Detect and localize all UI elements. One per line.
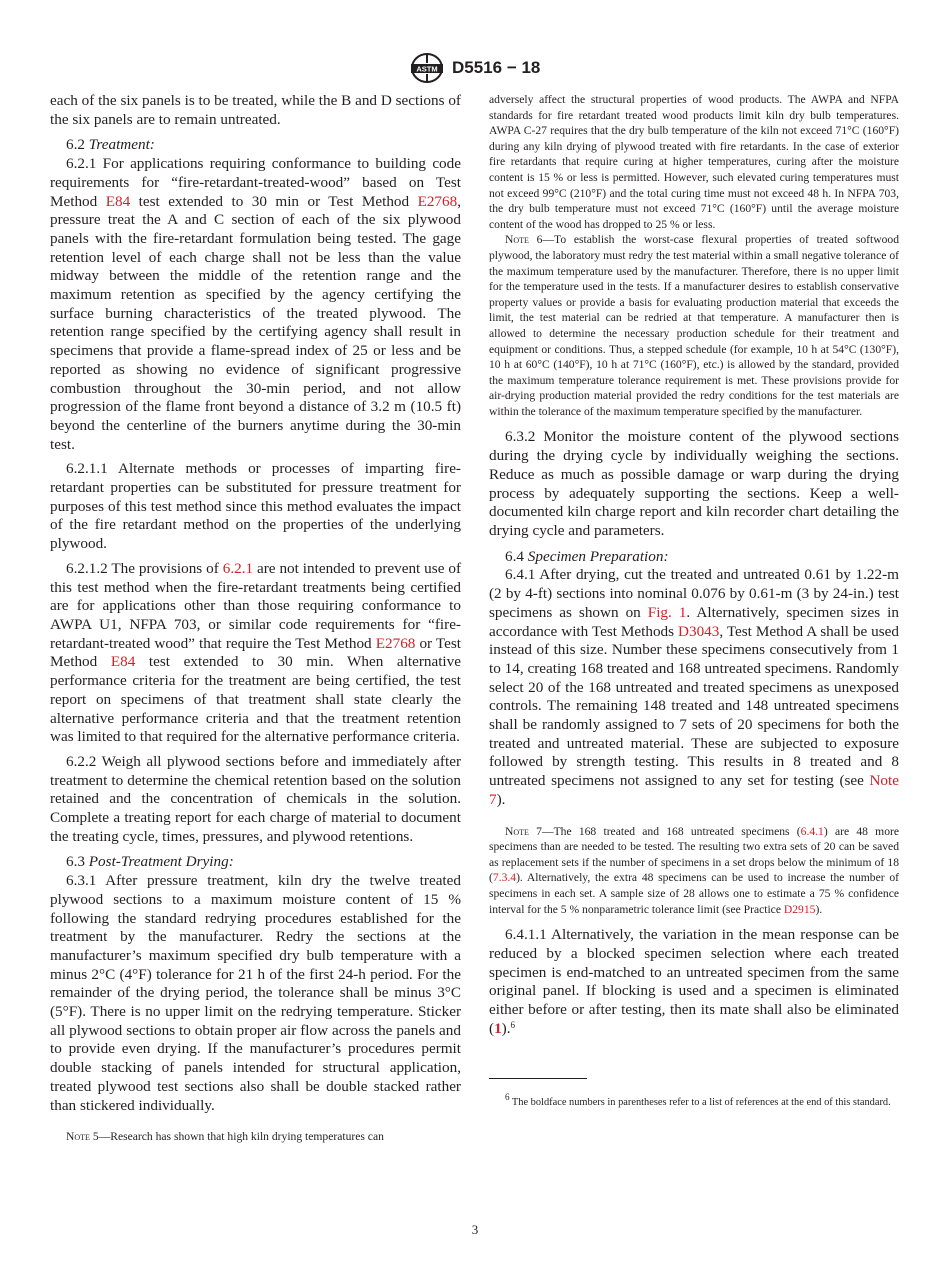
page-number: 3	[471, 1222, 479, 1237]
link-e84[interactable]: E84	[105, 192, 131, 210]
paragraph-6-2-1: 6.2.1 For applications requiring conformance to building code requirements for “fire-retardant-treated-wood” based on Test Method E84 test extended to 30 min or Test Method E2768, pressure treat the A and C section of each of the six plywood panels with the fire-retardant formulation being tested. The gage retention level of each charge shall not be less than the value midway between the middle of the retention range and the maximum retention as specified by the agency certifying the surface burning characteristics of the treated plywood. The retention range specified by the certifying agency shall result in specimens that provide a flame-spread index of 25 or less and be reported as showing no evidence of significant progressive combustion throughout the 30-min period, and not allow progression of the flame front beyond a distance of 3.2 m (10.5 ft) beyond the centerline of the burners anytime during the 30-min test.	[50, 155, 462, 453]
paragraph-6-3-2: 6.3.2 Monitor the moisture content of the plywood sections during the drying cycle by individually weighing the sections. Reduce as much as possible damage or warp during the drying process by adequately supporting the sections. Keep a well-documented kiln charge report and kiln recorder chart detailing the drying cycle and parameters.	[489, 428, 899, 539]
page-header	[0, 52, 950, 86]
section-6-2-heading: 6.2 Treatment:	[66, 136, 155, 154]
footnote-marker: 6	[510, 1019, 516, 1030]
footnote-divider	[489, 1078, 587, 1079]
paragraph-6-2-1-2: 6.2.1.2 The provisions of 6.2.1 are not intended to prevent use of this test method when the fire-retardant treatments being certified are for applications other than those requiring conformance to AWPA U1, NFPA 703, or similar code requirements for “fire-retardant-treated wood” that require the Test Method E2768 or Test Method E84 test extended to 30 min. When alternative performance criteria for the treatment are being certified, the test report on specimens of that treatment shall state clearly the alternative performance criteria and that the treatment retention was limited to that required for the alternative performance criteria.	[50, 559, 461, 746]
document-designation: D5516 − 18	[452, 58, 541, 77]
paragraph-6-4-1: 6.4.1 After drying, cut the treated and untreated 0.61 by 1.22-m (2 by 4-ft) sections into nominal 0.076 by 0.61-m (3 by 24-in.) test specimens as shown on Fig. 1. Alternatively, specimen sizes in accordance with Test Methods D3043, Test Method A shall be used instead of this size. Number these specimens consecutively from 1 to 14, creating 168 treated and 168 untreated specimens. Randomly select 20 of the 168 untreated and treated specimens as unexposed controls. The remaining 148 treated and 148 untreated specimens shall be randomly assigned to 7 sets of 20 specimens for both the treated and untreated material. These are subjected to exposure followed by strength testing. This results in 8 treated and 8 untreated specimens not assigned to any set for testing (see Note 7).	[489, 566, 899, 808]
note-5: Note 5—Research has shown that high kiln drying temperatures can	[66, 1130, 384, 1144]
right-column	[489, 92, 899, 1110]
link-7-3-4[interactable]: 7.3.4	[492, 871, 517, 885]
paragraph-6-4-1-1: 6.4.1.1 Alternatively, the variation in the mean response can be reduced by a blocked specimen selection where each treated specimen is end-matched to an untreated specimen from the same original panel. If blocking is used and a specimen is eliminated either before or after testing, then its mate shall also be eliminated (1).$^6$	[489, 926, 899, 1037]
paragraph-6-2-2: 6.2.2 Weigh all plywood sections before and immediately after treatment to determine the chemical retention based on the solution retained and the concentration of chemicals in the solution. Complete a treating report for each charge of material to document the treating cycle, times, pressures, and plywood retentions.	[50, 752, 461, 845]
link-e2768[interactable]: E2768	[375, 634, 416, 652]
link-6-4-1[interactable]: 6.4.1	[800, 824, 824, 838]
left-column	[50, 92, 461, 1145]
link-e2768[interactable]: E2768	[417, 192, 458, 210]
note-5-continued: adversely affect the structural properties of wood products. The AWPA and NFPA standards for fire retardant treated wood products limit kiln dry bulb temperatures. AWPA C-27 requires that the dry bulb temperature of the kiln not exceed 71°C (160°F) during any kiln drying of plywood treated with fire retardants. In the case of exterior fire retardants that require curing at higher temperatures, curing after the moisture content is 15 % or less is permitted. However, such elevated curing temperatures must not exceed 99°C (210°F) and the total curing time must not exceed 48 h. In NFPA 703, the dry bulb temperature must not exceed 71°C (160°F) until the average moisture content of the wood has dropped to 25 % or less.	[489, 93, 899, 231]
section-6-4-heading: 6.4 Specimen Preparation:	[505, 547, 669, 565]
note-6: Note 6—To establish the worst-case flexural properties of treated softwood plywood, the laboratory must redry the test material within a small negative tolerance of the maximum temperature used by the manufacturer. Therefore, there is no upper limit for the temperature used in the tests. If a manufacturer desires to establish conservative property values or provide a basis for evaluating production material that exceeds the limit, the test material can be redried at that temperature. A manufacturer then is allowed to determine the necessary production schedule for their treatment and equipment or conditions. Thus, a stepped schedule (for example, 10 h at 54°C (130°F), 10 h at 60°C (140°F), 10 h at 71°C (160°F), etc.) is allowed by the standard, provided the maximum temperature tolerance requirement is met. These provisions provide for air-drying production material provided the redry conditions for the test materials are within the tolerance of the maximum temperature specified by the manufacturer.	[489, 233, 899, 418]
paragraph-6-1-continued: each of the six panels is to be treated, while the B and D sections of the six panels are to remain untreated.	[50, 92, 461, 128]
link-note-7[interactable]: Note 7	[489, 772, 899, 808]
astm-logo-icon	[408, 52, 446, 84]
footnote-6: $^6$ The boldface numbers in parentheses refer to a list of references at the end of this standard.	[505, 1092, 891, 1109]
link-d3043[interactable]: D3043	[678, 622, 720, 640]
link-fig-1[interactable]: Fig. 1	[647, 603, 687, 621]
link-e84[interactable]: E84	[110, 653, 136, 671]
reference-link-1[interactable]: 1	[494, 1019, 502, 1037]
link-6-2-1[interactable]: 6.2.1	[222, 559, 254, 577]
link-d2915[interactable]: D2915	[783, 902, 816, 916]
svg-text:ASTM: ASTM	[416, 64, 438, 74]
note-7: Note 7—The 168 treated and 168 untreated specimens (6.4.1) are 48 more specimens than are needed to be tested. The resulting two extra sets of 20 can be saved as replacement sets if the number of specimens in a set drops below the minimum of 18 (7.3.4). Alternatively, the extra 48 specimens can be used to increase the number of specimens in each set. A sample size of 28 allows one to estimate a 75 % confidence interval for the 5 % nonparametric tolerance limit (see Practice D2915).	[489, 824, 900, 916]
paragraph-6-2-1-1: 6.2.1.1 Alternate methods or processes of imparting fire-retardant properties can be substituted for pressure treatment for purposes of this test method since this method evaluates the impact of the fire retardant method on the properties of the underlying plywood.	[50, 460, 461, 553]
paragraph-6-3-1: 6.3.1 After pressure treatment, kiln dry the twelve treated plywood sections to a maximum moisture content of 15 % following the standard redrying procedures established for the treatment by the manufacturer. Redry the sections at the manufacturer’s maximum specified dry bulb temperature with a minus 2°C (4°F) tolerance for 21 h of the first 24-h period. For the remainder of the drying period, the tolerance shall be minus 3°C (5°F). There is no upper limit on the redrying temperature. Sticker all plywood sections to obtain proper air flow across the panels and to provide even drying. If the manufacturer’s procedures permit double stacking of panels intended for structural application, treated plywood test sections also shall be double stacked rather than stickered individually.	[50, 872, 461, 1114]
section-6-3-heading: 6.3 Post-Treatment Drying:	[66, 853, 234, 871]
